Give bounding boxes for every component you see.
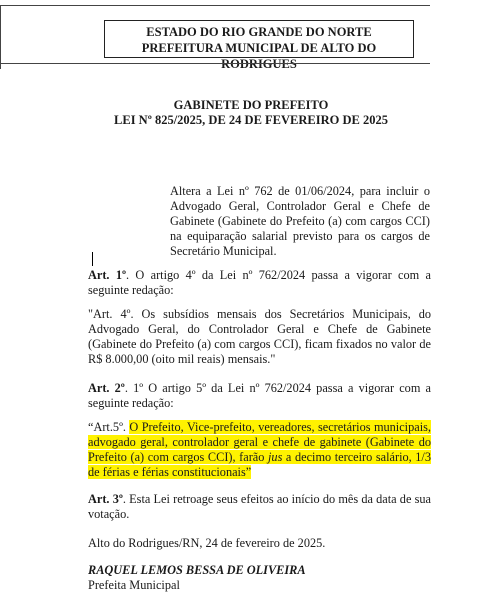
art3-paragraph	[88, 492, 431, 522]
art1-label: Art. 1º	[88, 268, 127, 282]
letterhead-state: ESTADO DO RIO GRANDE DO NORTE	[146, 25, 372, 39]
top-rule	[0, 5, 430, 6]
art2-quote-highlight-1: O Prefeito, Vice-prefeito, vereadores, secretários municipais, advogado geral, controlador geral e chefe de gabinete (Gabinete do Prefeito (a) com cargos CCI), farão	[88, 420, 431, 464]
art1-quote: "Art. 4º. Os subsídios mensais dos Secretários Municipais, do Advogado Geral, do Controlador Geral e Chefe de Gabinete (Gabinete do Prefeito (a) com cargos CCI), ficam fixados no valor de R$ 8.000,00 (oito mil reais) mensais."	[88, 307, 431, 366]
left-rule	[0, 5, 1, 69]
art2-quote-prefix: “Art.5º.	[88, 420, 130, 434]
art2-paragraph	[88, 381, 431, 411]
letterhead-box	[104, 20, 414, 71]
ementa: Altera a Lei nº 762 de 01/06/2024, para incluir o Advogado Geral, Controlador Geral e Chefe de Gabinete (Gabinete do Prefeito (a) com cargos CCI) na equiparação salarial previsto para os cargos de Secretário Municipal.	[170, 184, 430, 258]
header-rule	[0, 63, 430, 64]
date-line: Alto do Rodrigues/RN, 24 de fevereiro de 2025.	[88, 536, 326, 550]
text-cursor	[92, 252, 93, 266]
art3-label: Art. 3º	[88, 492, 123, 506]
signature-role: Prefeita Municipal	[88, 578, 180, 592]
signature-name: RAQUEL LEMOS BESSA DE OLIVEIRA	[88, 563, 306, 577]
art1-paragraph	[88, 268, 431, 298]
art2-label: Art. 2º	[88, 381, 125, 395]
art2-quote	[88, 420, 431, 480]
art1-text: . O artigo 4º da Lei nº 762/2024 passa a vigorar com a seguinte redação:	[88, 268, 431, 297]
art2-quote-italic: jus	[268, 450, 283, 464]
letterhead-municipality: PREFEITURA MUNICIPAL DE ALTO DO RODRIGUES	[141, 41, 377, 71]
office-title: GABINETE DO PREFEITO	[173, 98, 329, 112]
art2-text: . 1º O artigo 5º da Lei nº 762/2024 passa a vigorar com a seguinte redação:	[88, 381, 431, 410]
law-title: LEI Nº 825/2025, DE 24 DE FEVEREIRO DE 2025	[114, 113, 388, 127]
art3-text: . Esta Lei retroage seus efeitos ao início do mês da data de sua votação.	[88, 492, 431, 521]
art2-quote-highlight-2: a decimo terceiro salário, 1/3 de férias e férias constitucionais”	[88, 450, 432, 479]
